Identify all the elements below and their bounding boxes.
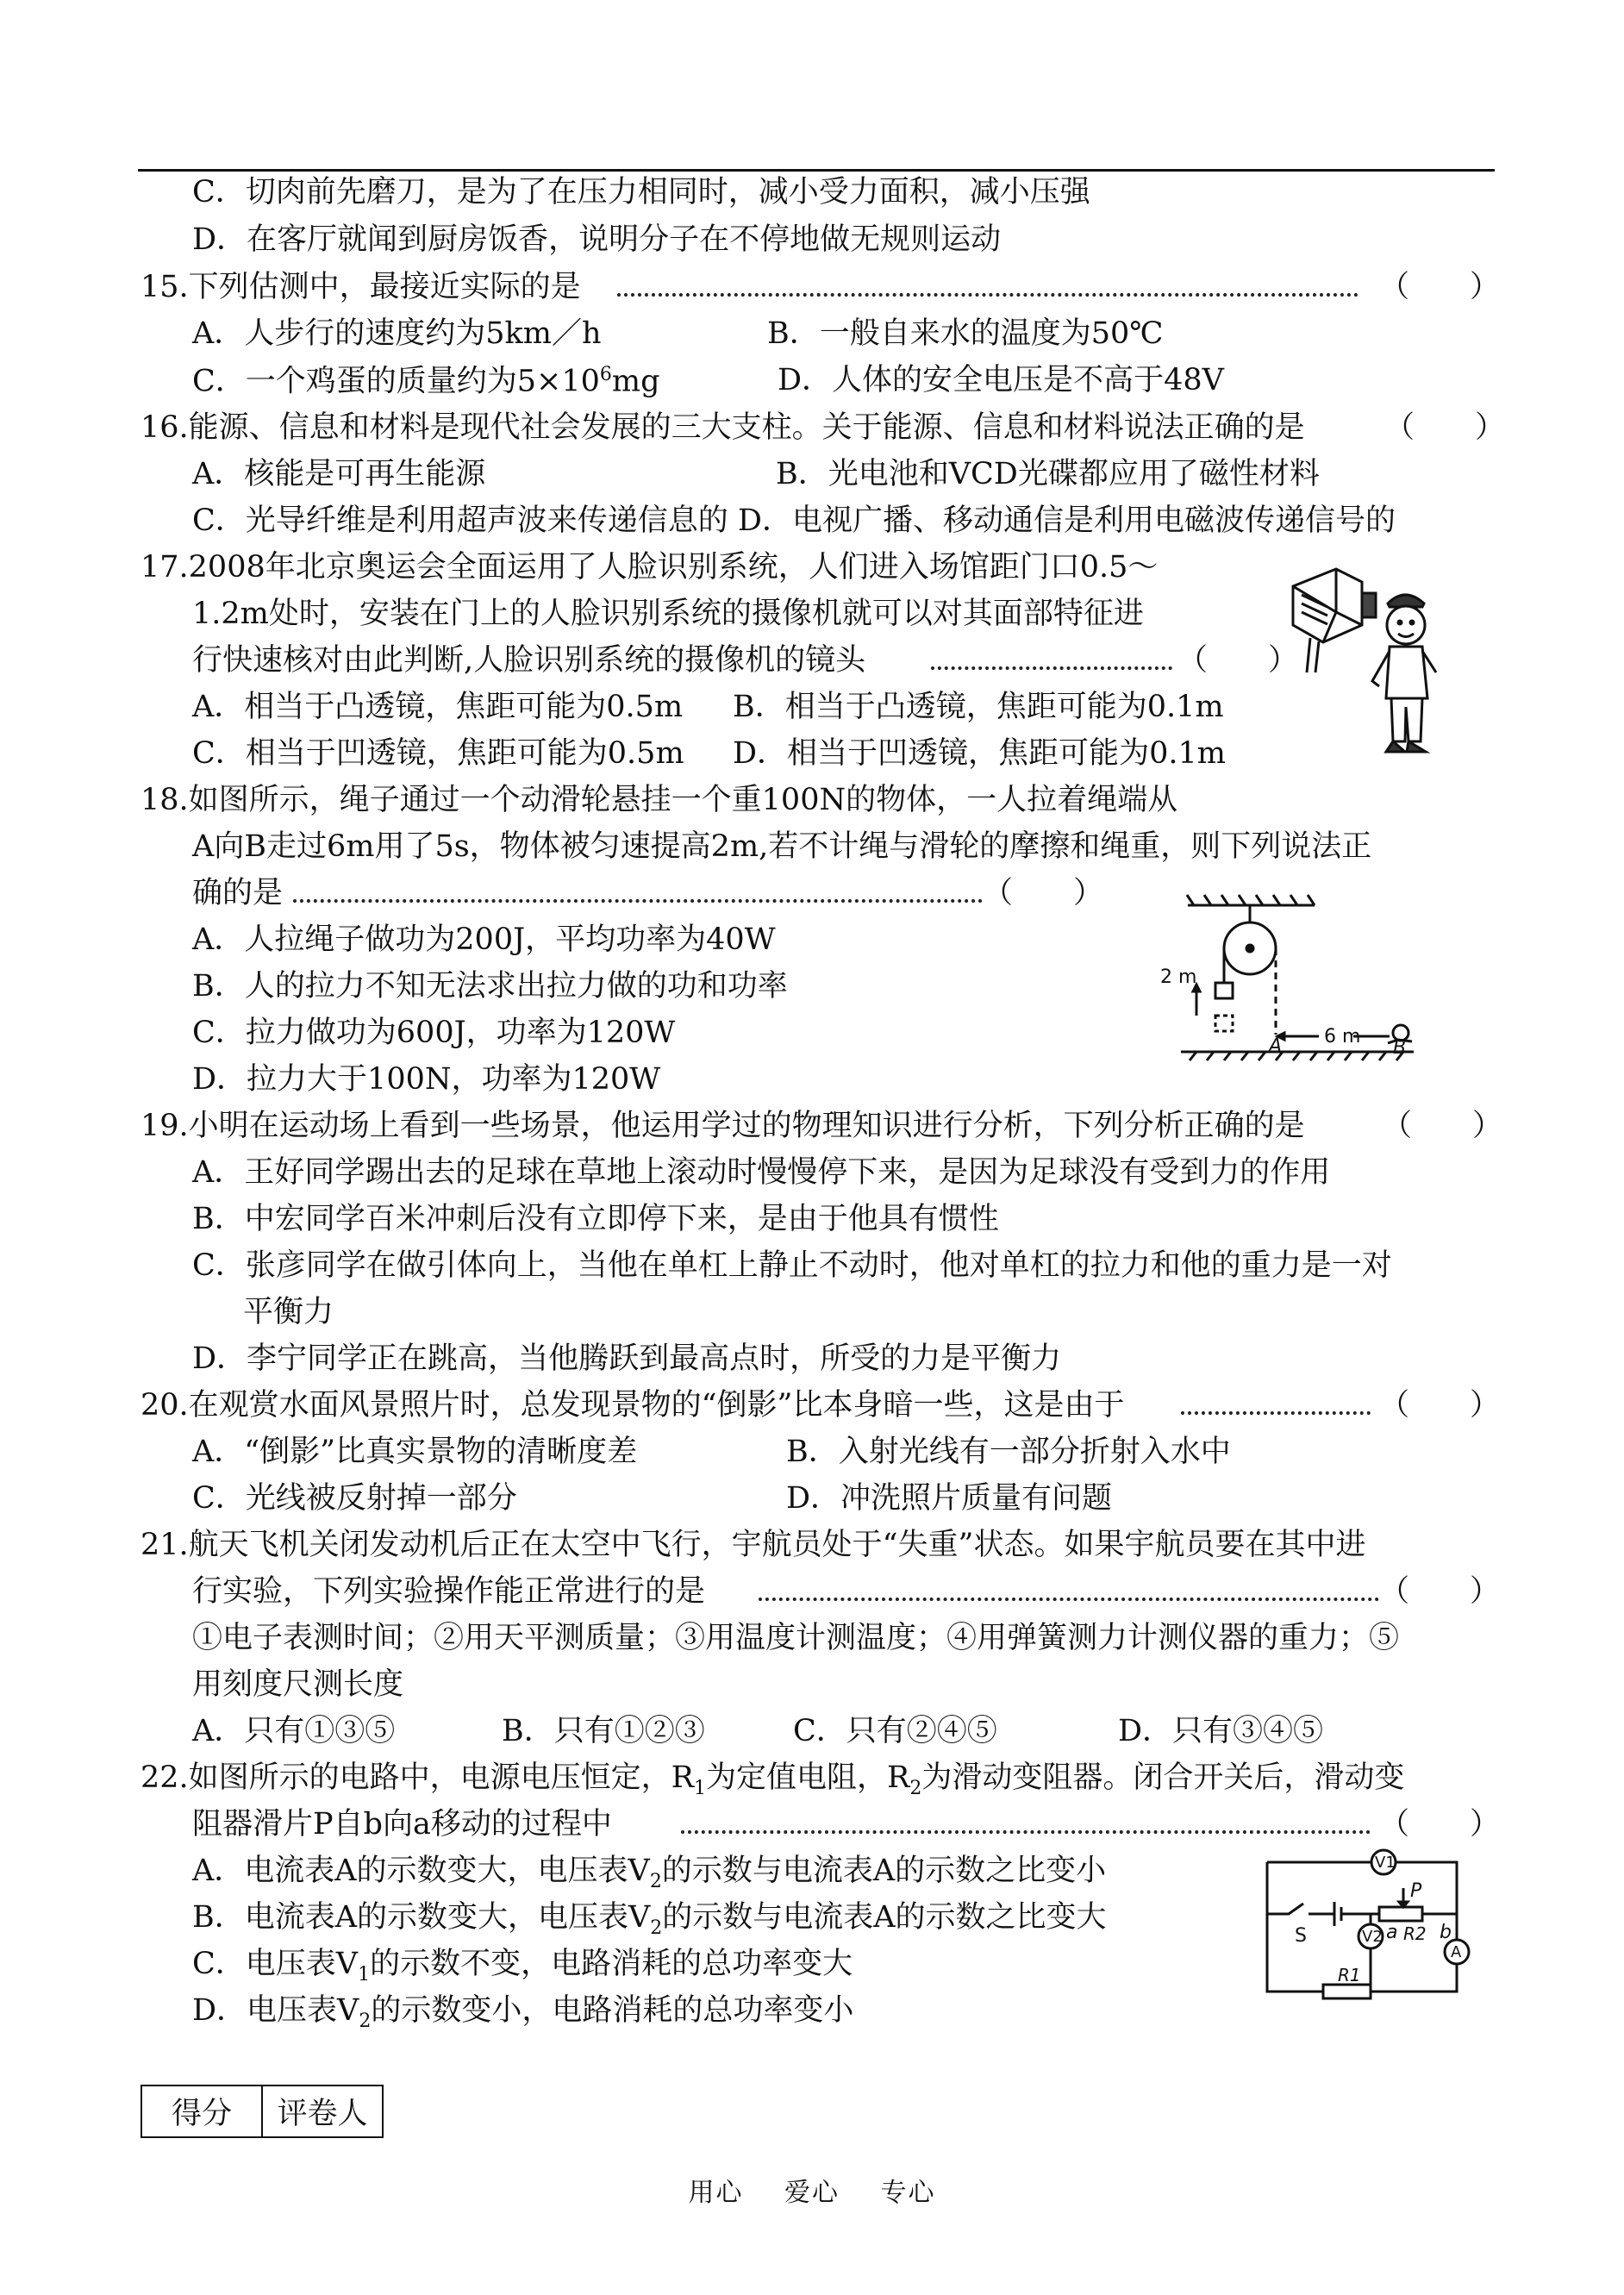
q18-option-d: D．拉力大于100N，功率为120W [192,1062,661,1097]
q15-option-d: D．人体的安全电压是不高于48V [778,363,1224,397]
q19-option-a: A．王好同学踢出去的足球在草地上滚动时慢慢停下来，是因为足球没有受到力的作用 [192,1155,1331,1190]
q21-stem-1: 21.航天飞机关闭发动机后正在太空中飞行，宇航员处于“失重”状态。如果宇航员要在其中进 [141,1528,1366,1562]
q14-option-c: C．切肉前先磨刀，是为了在压力相同时，减小受力面积，减小压强 [192,175,1090,209]
q20-option-a: A．“倒影”比真实景物的清晰度差 [192,1435,638,1469]
label-r2: R2 [1403,1923,1427,1944]
answer-paren: （ ） [1379,1388,1501,1423]
q18-option-b: B．人的拉力不知无法求出拉力做的功和功率 [192,969,788,1004]
face-recognition-figure [1276,552,1440,776]
q17-stem-1: 17.2008年北京奥运会全面运用了人脸识别系统，人们进入场馆距门口0.5～ [141,550,1159,585]
q22-option-d: D．电压表$V_2$的示数变小，电路消耗的总功率变小 [192,1993,854,2032]
leader-dots [1181,1411,1371,1415]
q18-stem-1: 18.如图所示，绳子通过一个动滑轮悬挂一个重100N的物体，一人拉着绳端从 [141,783,1178,817]
q22-stem-2: 阻器滑片P自b向a移动的过程中 [192,1807,612,1842]
leader-dots [759,1598,1379,1601]
q20-option-d: D．冲洗照片质量有问题 [786,1481,1113,1516]
q18-option-c: C．拉力做功为600J，功率为120W [192,1016,676,1050]
label-v1: V1 [1375,1854,1396,1872]
header-rule [138,169,1495,172]
q15-option-a: A．人步行的速度约为5km／h [192,316,602,351]
answer-paren: （ ） [1379,1807,1501,1842]
label-b: b [1440,1922,1452,1943]
score-cell: 得分 [171,2097,232,2131]
q16-option-cd: C．光导纤维是利用超声波来传递信息的 D．电视广播、移动通信是利用电磁波传递信号的 [192,503,1396,538]
q21-stem-2: 行实验，下列实验操作能正常进行的是 [192,1574,706,1609]
leader-dots [681,1830,1371,1834]
q21-option-a: A．只有①③⑤ [192,1714,396,1748]
label-p: P [1410,1880,1422,1902]
footer-text-3: 专心 [880,2178,936,2208]
q15-stem: 15.下列估测中，最接近实际的是 [141,270,581,304]
q15-option-c: C．一个鸡蛋的质量约为$5\times 10^6mg$ [192,364,660,399]
q21-option-b: B．只有①②③ [502,1714,705,1748]
page-footer [0,2171,1624,2209]
q17-stem-3: 行快速核对由此判断,人脸识别系统的摄像机的镜头 [192,643,866,678]
label-a: a [1386,1922,1398,1943]
answer-paren: （ ） [1177,643,1299,678]
label-ammeter: A [1451,1943,1462,1961]
camera-icon [1293,569,1376,672]
q21-option-d: D．只有③④⑤ [1118,1714,1324,1748]
q16-option-b: B．光电池和VCD光碟都应用了磁性材料 [776,457,1320,491]
pulley-figure [1155,888,1440,1069]
grader-cell: 评卷人 [261,2086,382,2136]
q19-option-d: D．李宁同学正在跳高，当他腾跃到最高点时，所受的力是平衡力 [192,1341,1062,1376]
q22-option-a: A．电流表A的示数变大，电压表$V_2$的示数与电流表A的示数之比变小 [192,1854,1107,1892]
person-icon [1372,595,1436,752]
label-switch: S [1295,1925,1307,1947]
q22-option-c: C．电压表$V_1$的示数不变，电路消耗的总功率变大 [192,1947,853,1985]
answer-paren: （ ） [1379,270,1501,304]
q20-option-b: B．入射光线有一部分折射入水中 [786,1435,1231,1469]
q17-option-b: B．相当于凸透镜，焦距可能为0.1m [733,690,1224,724]
label-2m: 2 m [1160,966,1197,988]
q21-items-1: ①电子表测时间；②用天平测质量；③用温度计测温度；④用弹簧测力计测仪器的重力；⑤ [192,1621,1400,1655]
label-b: B [1393,1037,1407,1059]
circuit-figure [1241,1845,1483,2017]
q21-option-c: C．只有②④⑤ [793,1714,997,1748]
q14-option-d: D．在客厅就闻到厨房饭香，说明分子在不停地做无规则运动 [192,222,1002,257]
label-v2: V2 [1362,1928,1383,1946]
q18-option-a: A．人拉绳子做功为200J，平均功率为40W [192,922,776,957]
answer-paren: （ ） [983,876,1104,910]
q16-option-a: A．核能是可再生能源 [192,457,486,491]
q18-stem-2: A向B走过6m用了5s，物体被匀速提高2m,若不计绳与滑轮的摩擦和绳重，则下列说法正 [192,829,1372,864]
footer-text-2: 爱心 [784,2178,840,2208]
q17-stem-2: 1.2m处时，安装在门上的人脸识别系统的摄像机就可以对其面部特征进 [192,597,1144,631]
label-r1: R1 [1338,1965,1361,1985]
q19-stem: 19.小明在运动场上看到一些场景，他运用学过的物理知识进行分析，下列分析正确的是 [141,1109,1305,1143]
q17-option-a: A．相当于凸透镜，焦距可能为0.5m [192,690,684,724]
leader-dots [293,899,983,903]
score-box [141,2085,384,2138]
leader-dots [931,666,1172,670]
answer-paren: （ ） [1382,1109,1503,1143]
q19-option-c: C．张彦同学在做引体向上，当他在单杠上静止不动时，他对单杠的拉力和他的重力是一对 [192,1248,1392,1283]
q21-items-2: 用刻度尺测长度 [192,1667,404,1702]
answer-paren: （ ） [1379,1574,1501,1609]
q16-stem: 16.能源、信息和材料是现代社会发展的三大支柱。关于能源、信息和材料说法正确的是 [141,410,1305,445]
q22-option-b: B．电流表A的示数变大，电压表$V_2$的示数与电流表A的示数之比变大 [192,1900,1107,1939]
label-a: A [1269,1035,1283,1057]
q17-option-c: C．相当于凹透镜，焦距可能为0.5m [192,736,684,771]
footer-text-1: 用心 [688,2178,744,2208]
leader-dots [617,293,1359,297]
label-6m: 6 m [1324,1026,1361,1047]
q20-stem: 20.在观赏水面风景照片时，总发现景物的“倒影”比本身暗一些，这是由于 [141,1388,1125,1423]
q18-stem-3: 确的是 [192,876,284,910]
q17-option-d: D．相当于凹透镜，焦距可能为0.1m [733,736,1226,771]
q22-stem-1: 22.如图所示的电路中，电源电压恒定，$R_1$为定值电阻，$R_2$为滑动变阻器。闭合开关后，滑动变 [141,1760,1405,1799]
q19-option-b: B．中宏同学百米冲刺后没有立即停下来，是由于他具有惯性 [192,1202,999,1236]
answer-paren: （ ） [1384,410,1506,445]
q15-option-b: B．一般自来水的温度为50℃ [767,316,1164,351]
q20-option-c: C．光线被反射掉一部分 [192,1481,517,1516]
q19-option-c-cont: 平衡力 [243,1295,334,1329]
